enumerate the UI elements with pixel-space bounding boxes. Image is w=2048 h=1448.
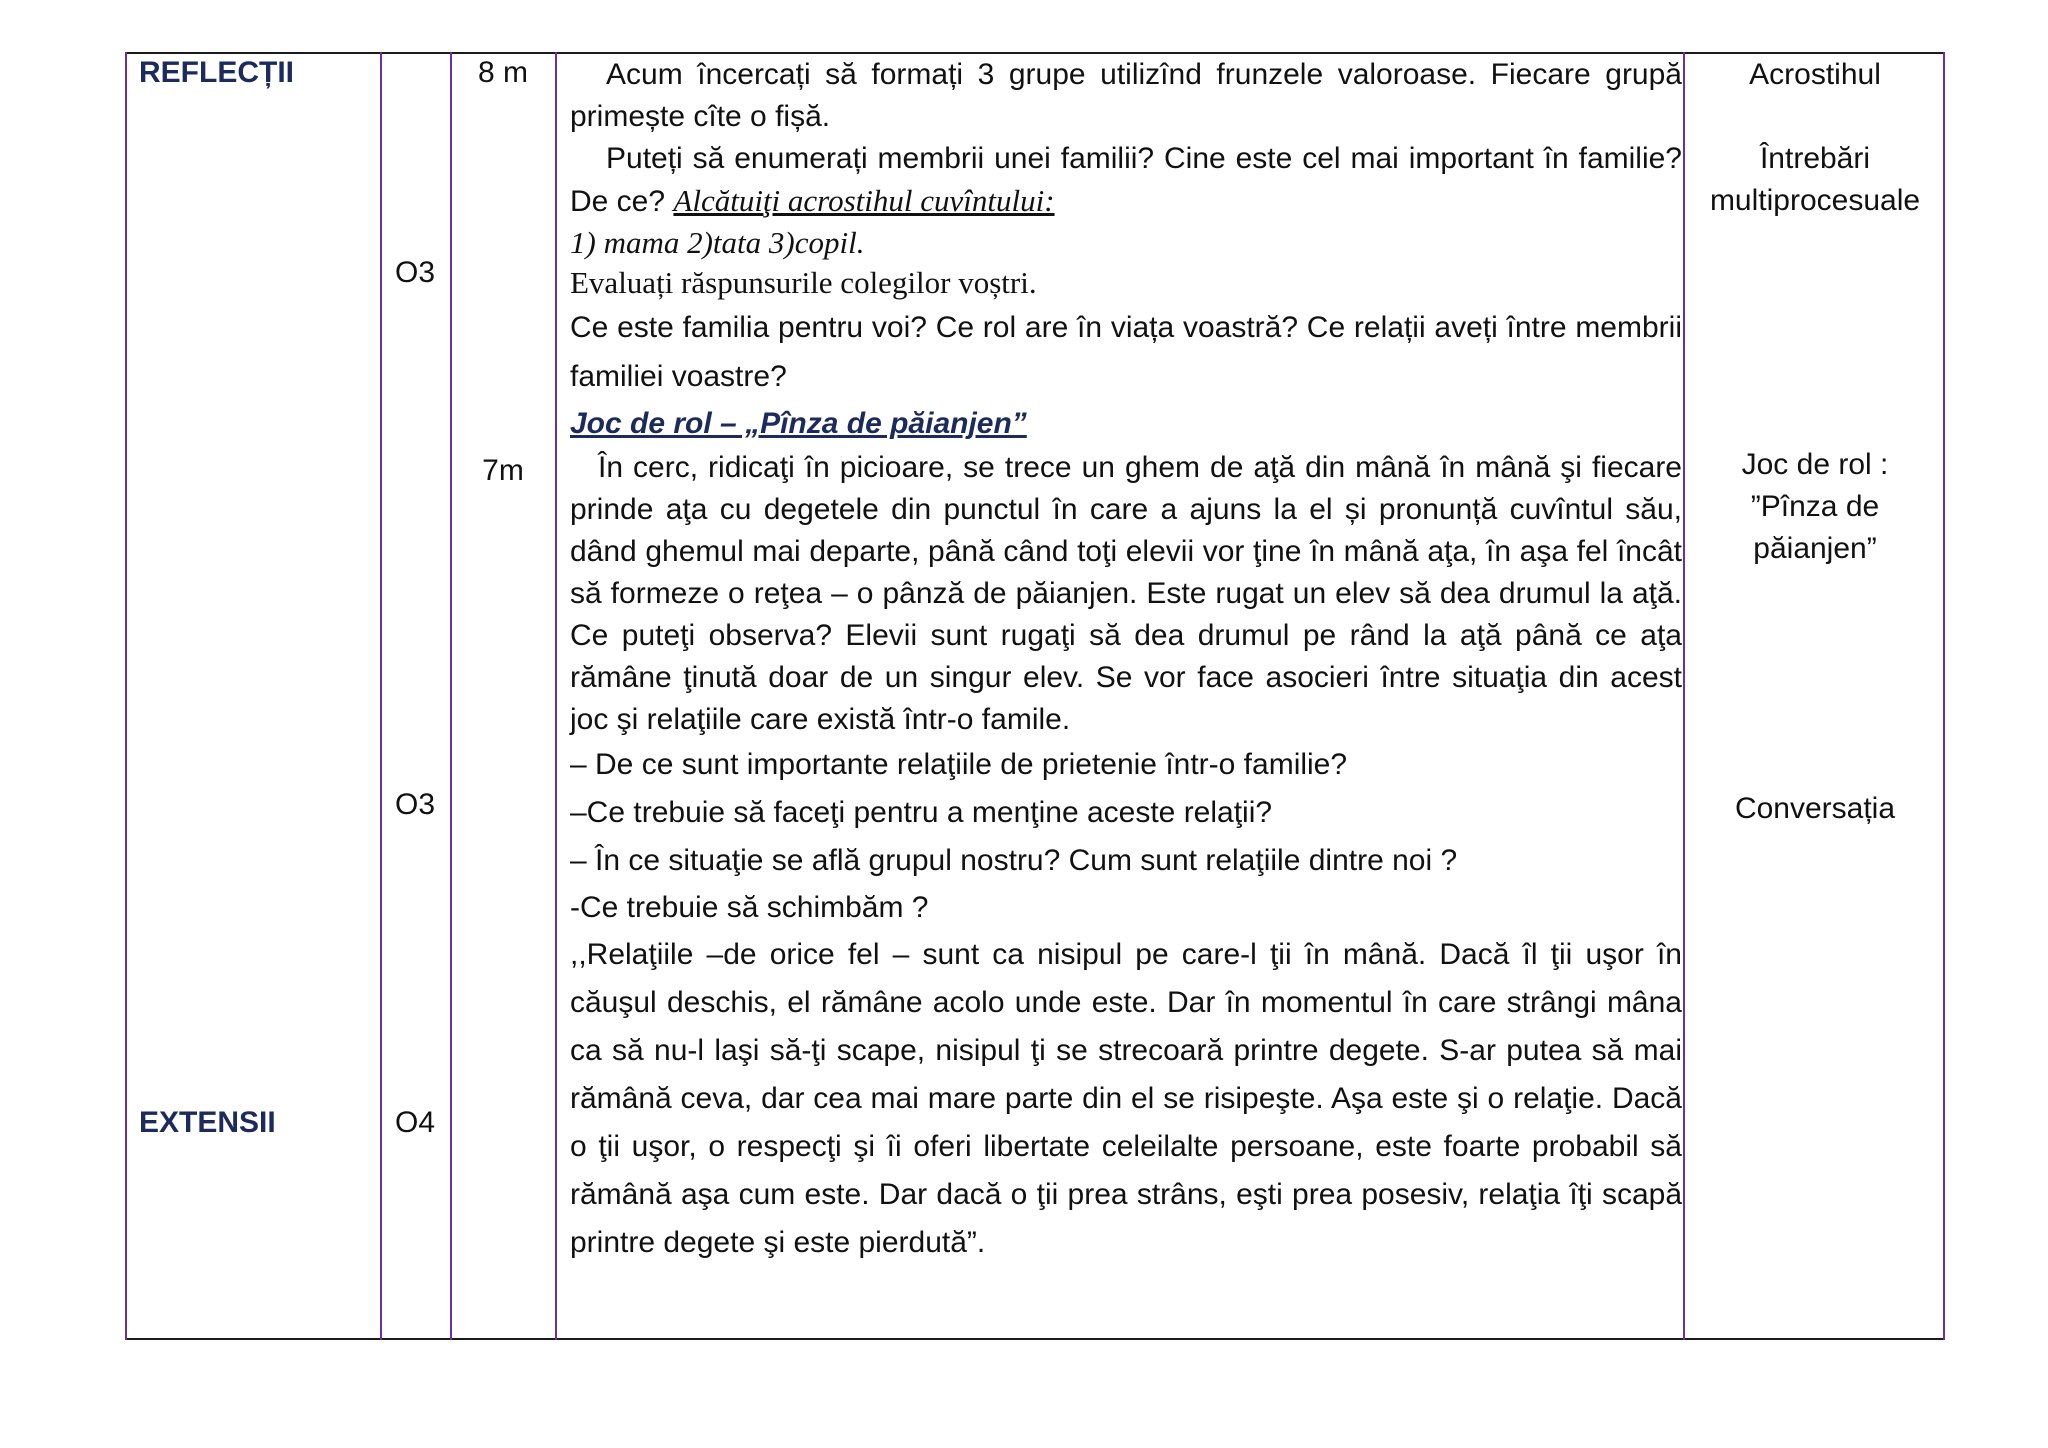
paragraph-groups: Acum încercați să formați 3 grupe utilizînd frunzele valoroase. Fiecare grupă primește cîte o fișă.	[570, 58, 1682, 133]
left-border	[125, 52, 127, 1340]
stage-reflectii: REFLECȚII	[139, 56, 294, 89]
question-friendship: – De ce sunt importante relaţiile de prietenie într-o familie?	[570, 748, 1348, 781]
bottom-border	[125, 1338, 1945, 1340]
question-maintain: –Ce trebuie să faceţi pentru a menţine aceste relaţii?	[570, 796, 1273, 829]
quote-relationships: ,,Relaţiile –de orice fel – sunt ca nisipul pe care-l ţii în mână. Dacă îl ţii uşor în căuşul deschis, el rămâne acolo unde este. Dar în momentul în care strângi mâna ca să nu-l laşi să-ţi scape, nisipul ţi se strecoară printre degete. S-ar putea să mai rămână ceva, dar cea mai mare parte din el se risipeşte. Aşa este şi o relaţie. Dacă o ţii uşor, o respecţi şi îi oferi libertate celeilalte persoane, este foarte probabil să rămână aşa cum este. Dar dacă o ţii prea strâns, eşti prea posesiv, relaţia îţi scapă printre degete şi este pierdută”.	[570, 938, 1682, 1259]
objective-o4: O4	[394, 1106, 436, 1139]
time-7m: 7m	[482, 454, 524, 487]
question-change: -Ce trebuie să schimbăm ?	[570, 891, 929, 924]
method-conversation: Conversația	[1734, 792, 1896, 825]
paragraph-family-meaning: Ce este familia pentru voi? Ce rol are în viața voastră? Ce relații aveți între membrii familiei voastre?	[570, 311, 1682, 393]
stage-extensii: EXTENSII	[139, 1106, 276, 1139]
objective-o3-first: O3	[394, 256, 436, 289]
acrostic-words: 1) mama 2)tata 3)copil.	[570, 225, 865, 260]
paragraph-spider-web-game: În cerc, ridicaţi în picioare, se trece un ghem de aţă din mână în mână şi fiecare prinde aţa cu degetele din punctul în care a ajuns la el și pronunță cuvîntul său, dând ghemul mai departe, până când toţi elevii vor ţine în mână aţa, în aşa fel încât să formeze o reţea – o pânză de păianjen. Este rugat un elev să dea drumul la aţă. Ce puteţi observa? Elevii sunt rugaţi să dea drumul pe rând la aţă până ce aţa rămâne ţinută doar de un singur elev. Se vor face asocieri între situaţia din acest joc şi relaţiile care există într-o famile.	[570, 451, 1682, 736]
objective-o3-second: O3	[394, 788, 436, 821]
right-border	[1943, 52, 1945, 1340]
col-divider-3	[555, 52, 557, 1340]
method-acrostic: Acrostihul	[1749, 58, 1881, 91]
lesson-table	[125, 52, 1945, 1340]
content-activities	[570, 54, 1682, 1267]
col-divider-4	[1683, 52, 1685, 1340]
role-play-heading: Joc de rol – „Pînza de păianjen”	[570, 407, 1027, 440]
paragraph-family-questions	[570, 138, 1682, 223]
method-role-play: Joc de rol : ”Pînza de păianjen”	[1741, 448, 1889, 565]
family-questions-text: Puteți să enumerați membrii unei familii? Cine este cel mai important în familie? De ce?	[570, 142, 1682, 218]
col-divider-1	[380, 52, 382, 1340]
method-multiprocess-questions: Întrebări multiprocesuale	[1709, 142, 1921, 217]
col-divider-2	[450, 52, 452, 1340]
acrostic-instruction: Alcătuiţi acrostihul cuvîntului:	[673, 183, 1055, 218]
evaluate-answers: Evaluați răspunsurile colegilor voștri.	[570, 265, 1037, 300]
question-group-situation: – În ce situaţie se află grupul nostru? Cum sunt relaţiile dintre noi ?	[570, 844, 1458, 877]
time-8m: 8 m	[477, 56, 528, 89]
